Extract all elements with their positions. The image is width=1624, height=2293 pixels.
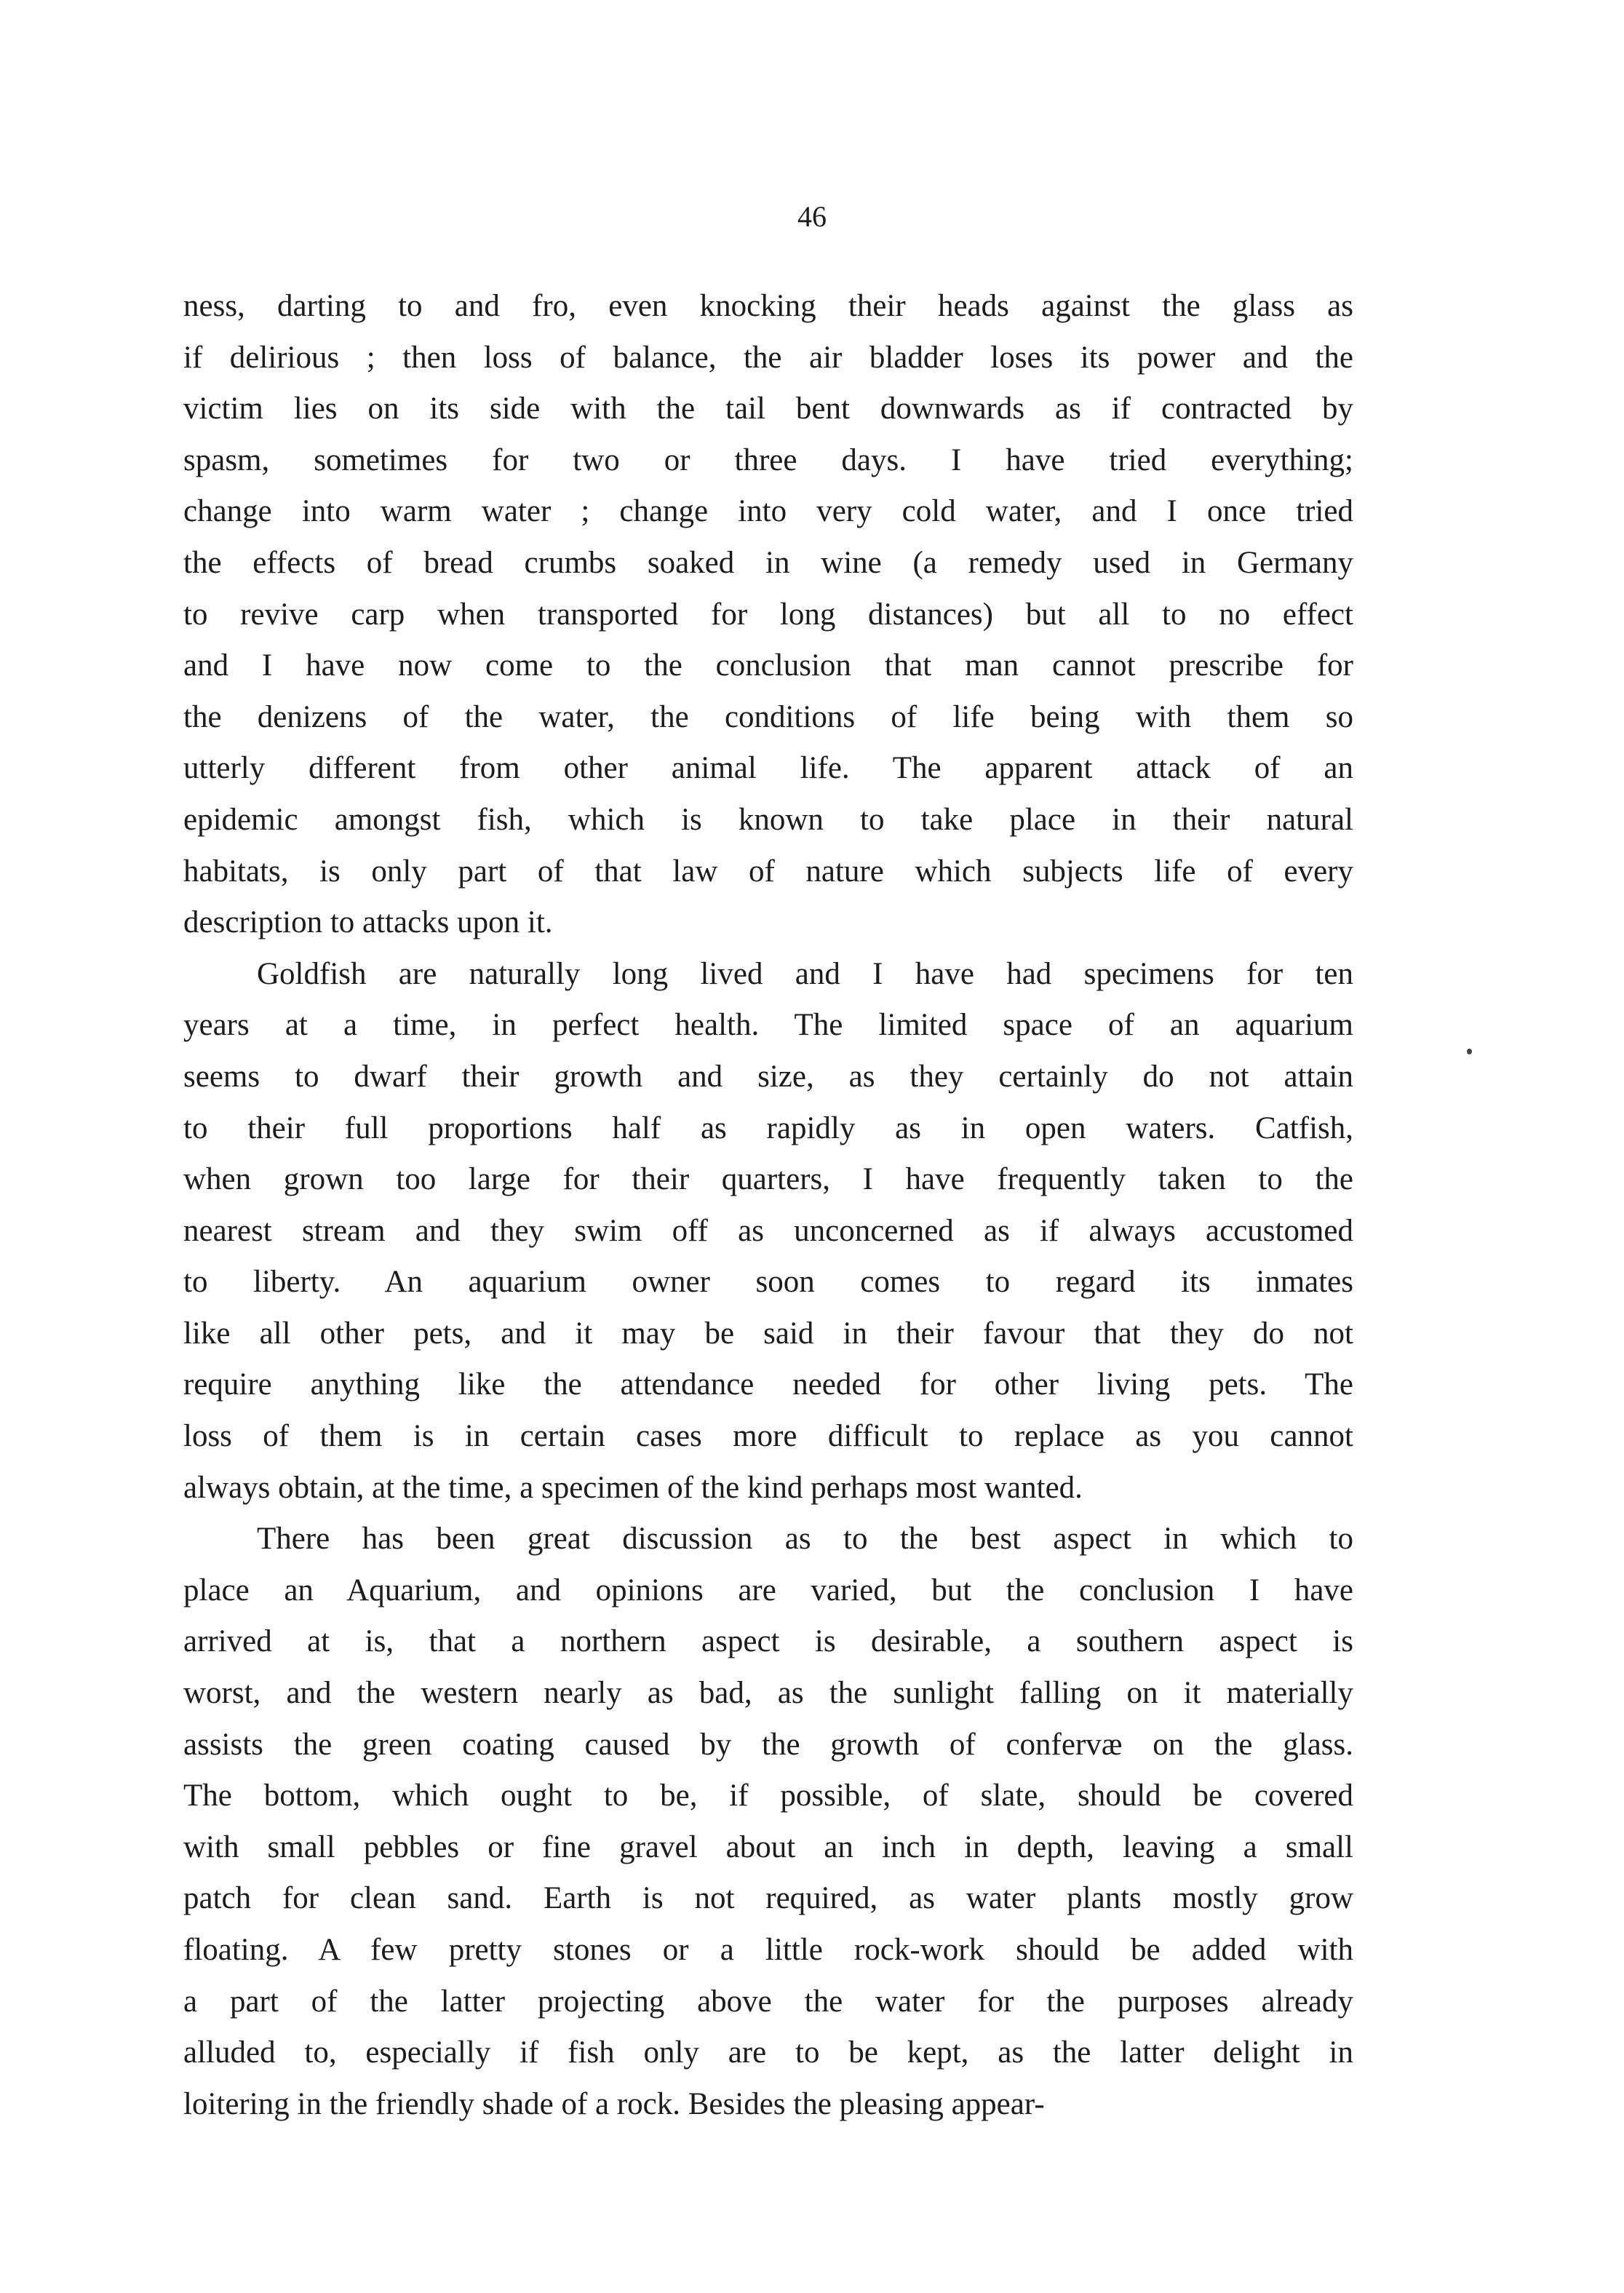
text-line: The bottom, which ought to be, if possible, of slate, should be covered: [183, 1779, 1353, 1813]
text-line: ness, darting to and fro, even knocking their heads against the glass as: [183, 289, 1353, 323]
body-text: [183, 281, 1353, 2130]
text-line: the effects of bread crumbs soaked in wine (a remedy used in Germany: [183, 545, 1353, 580]
text-line: to revive carp when transported for long distances) but all to no effect: [183, 597, 1353, 632]
text-line: arrived at is, that a northern aspect is desirable, a southern aspect is: [183, 1624, 1353, 1659]
text-line: change into warm water ; change into very cold water, and I once tried: [183, 494, 1353, 529]
text-line: epidemic amongst fish, which is known to take place in their natural: [183, 802, 1353, 837]
text-line: like all other pets, and it may be said in their favour that they do not: [183, 1316, 1353, 1351]
text-line: seems to dwarf their growth and size, as they certainly do not attain: [183, 1059, 1353, 1094]
text-line: if delirious ; then loss of balance, the air bladder loses its power and the: [183, 340, 1353, 375]
text-line: worst, and the western nearly as bad, as the sunlight falling on it materially: [183, 1676, 1353, 1711]
text-line: There has been great discussion as to the best aspect in which to: [257, 1522, 1353, 1557]
text-line: alluded to, especially if fish only are to be kept, as the latter delight in: [183, 2035, 1353, 2070]
paragraph: [183, 281, 1353, 949]
text-line: spasm, sometimes for two or three days. I have tried everything;: [183, 442, 1353, 477]
text-line: with small pebbles or fine gravel about an inch in depth, leaving a small: [183, 1829, 1353, 1864]
text-line: patch for clean sand. Earth is not required, as water plants mostly grow: [183, 1881, 1353, 1916]
text-line: floating. A few pretty stones or a little rock-work should be added with: [183, 1933, 1353, 1967]
text-line: years at a time, in perfect health. The limited space of an aquarium: [183, 1008, 1353, 1043]
text-line: habitats, is only part of that law of nature which subjects life of every: [183, 854, 1353, 889]
text-line: victim lies on its side with the tail bent downwards as if contracted by: [183, 392, 1353, 426]
text-line: to their full proportions half as rapidly as in open waters. Catfish,: [183, 1110, 1353, 1145]
text-line: utterly different from other animal life. The apparent attack of an: [183, 751, 1353, 786]
text-line: to liberty. An aquarium owner soon comes to regard its inmates: [183, 1265, 1353, 1300]
text-line: require anything like the attendance needed for other living pets. The: [183, 1367, 1353, 1402]
text-line: loitering in the friendly shade of a rock. Besides the pleasing appear-: [183, 2086, 1045, 2121]
text-line: when grown too large for their quarters, I have frequently taken to the: [183, 1162, 1353, 1197]
text-line: description to attacks upon it.: [183, 905, 553, 940]
text-line: place an Aquarium, and opinions are varied, but the conclusion I have: [183, 1573, 1353, 1608]
text-line: a part of the latter projecting above the water for the purposes already: [183, 1984, 1353, 2019]
text-line: Goldfish are naturally long lived and I have had specimens for ten: [257, 956, 1353, 991]
text-line: nearest stream and they swim off as unconcerned as if always accustomed: [183, 1213, 1353, 1248]
text-line: and I have now come to the conclusion that man cannot prescribe for: [183, 648, 1353, 683]
text-line: assists the green coating caused by the growth of confervæ on the glass.: [183, 1727, 1353, 1762]
paragraph: [183, 949, 1353, 1514]
text-line: always obtain, at the time, a specimen of the kind perhaps most wanted.: [183, 1470, 1083, 1505]
print-speck: [1467, 1049, 1472, 1054]
paragraph: [183, 1514, 1353, 2130]
text-line: loss of them is in certain cases more difficult to replace as you cannot: [183, 1419, 1353, 1454]
text-line: the denizens of the water, the conditions of life being with them so: [183, 699, 1353, 734]
page-number: 46: [797, 200, 827, 233]
